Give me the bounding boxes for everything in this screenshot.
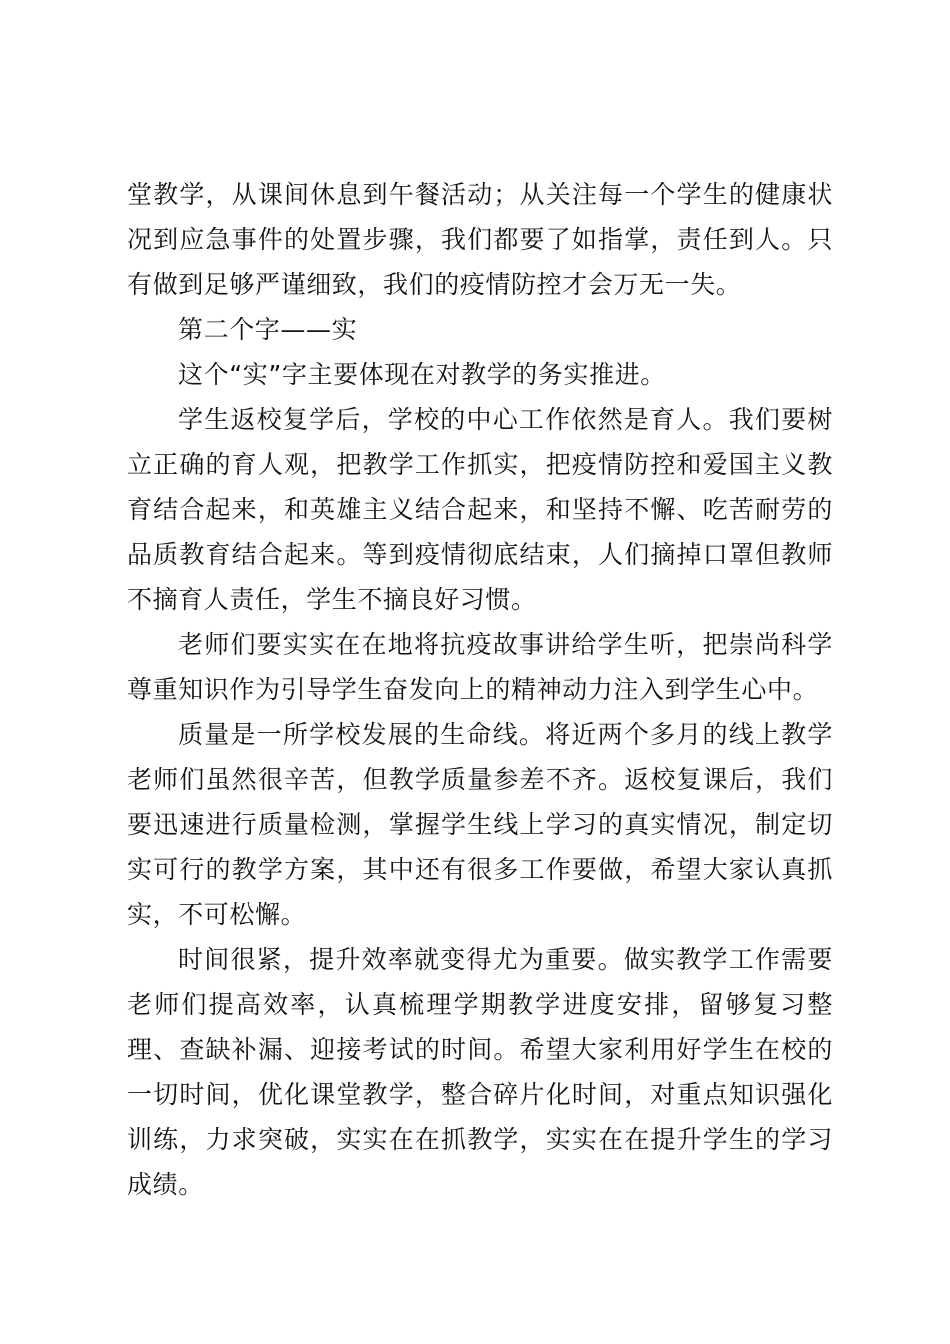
paragraph-1: 堂教学，从课间休息到午餐活动；从关注每一个学生的健康状况到应急事件的处置步骤，我们都要了如指掌，责任到人。只有做到足够严谨细致，我们的疫情防控才会万无一失。 bbox=[127, 180, 833, 299]
paragraph-4: 学生返校复学后，学校的中心工作依然是育人。我们要树立正确的育人观，把教学工作抓实，把疫情防控和爱国主义教育结合起来，和英雄主义结合起来，和坚持不懈、吃苦耐劳的品质教育结合起来。等到疫情彻底结束，人们摘掉口罩但教师不摘育人责任，学生不摘良好习惯。 bbox=[127, 405, 833, 614]
section-heading-second-character: 第二个字——实 bbox=[178, 315, 358, 344]
paragraph-5: 老师们要实实在在地将抗疫故事讲给学生听，把崇尚科学尊重知识作为引导学生奋发向上的精神动力注入到学生心中。 bbox=[127, 630, 833, 704]
paragraph-3: 这个“实”字主要体现在对教学的务实推进。 bbox=[178, 360, 666, 389]
paragraph-6: 质量是一所学校发展的生命线。将近两个多月的线上教学老师们虽然很辛苦，但教学质量参差不齐。返校复课后，我们要迅速进行质量检测，掌握学生线上学习的真实情况，制定切实可行的教学方案，其中还有很多工作要做，希望大家认真抓实，不可松懈。 bbox=[127, 720, 833, 929]
document-body bbox=[127, 172, 833, 1207]
paragraph-7: 时间很紧，提升效率就变得尤为重要。做实教学工作需要老师们提高效率，认真梳理学期教学进度安排，留够复习整理、查缺补漏、迎接考试的时间。希望大家利用好学生在校的一切时间，优化课堂教学，整合碎片化时间，对重点知识强化训练，力求突破，实实在在抓教学，实实在在提升学生的学习成绩。 bbox=[127, 945, 833, 1199]
